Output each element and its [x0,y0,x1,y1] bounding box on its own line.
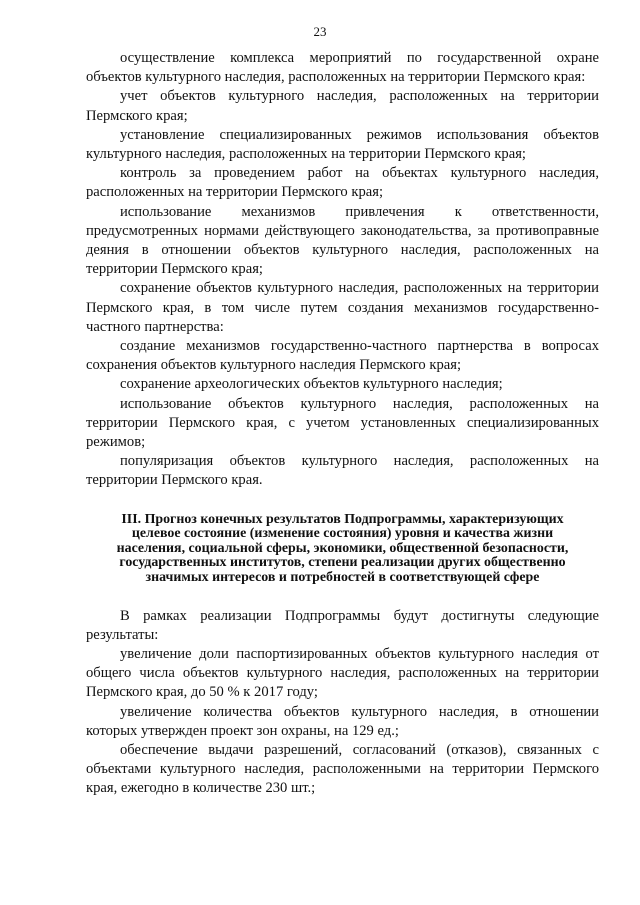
paragraph: контроль за проведением работ на объектах культурного наследия, расположенных на территории Пермского края; [86,165,599,201]
paragraph: увеличение количества объектов культурного наследия, в отношении которых утвержден проект зон охраны, на 129 ед.; [86,703,599,739]
section-heading-line: государственных институтов, степени реализации других общественно [119,555,566,571]
paragraph: обеспечение выдачи разрешений, согласований (отказов), связанных с объектами культурного наследия, расположенными на территории Пермского края, ежегодно в количестве 230 шт.; [86,742,599,797]
section-heading-line: населения, социальной сферы, экономики, общественной безопасности, [116,540,569,556]
section-heading-line: значимых интересов и потребностей в соответствующей сфере [145,570,540,586]
paragraph: осуществление комплекса мероприятий по государственной охране объектов культурного наследия, расположенных на территории Пермского края: [86,50,599,86]
paragraph: увеличение доли паспортизированных объектов культурного наследия от общего числа объектов культурного наследия, расположенных на территории Пермского края, до 50 % к 2017 году; [86,646,599,701]
paragraph: учет объектов культурного наследия, расположенных на территории Пермского края; [86,88,599,124]
section-heading-line: III. Прогноз конечных результатов Подпрограммы, характеризующих [121,511,564,527]
paragraph: использование механизмов привлечения к ответственности, предусмотренных нормами действующего законодательства, за противоправные деяния в отношении объектов культурного наследия, расположенных на территории Пермского края; [86,203,599,278]
paragraph: установление специализированных режимов использования объектов культурного наследия, расположенных на территории Пермского края; [86,126,599,163]
section-heading-line: целевое состояние (изменение состояния) уровня и качества жизни [131,526,554,542]
paragraph: создание механизмов государственно-частного партнерства в вопросах сохранения объектов культурного наследия Пермского края; [86,338,599,374]
paragraph: использование объектов культурного наследия, расположенных на территории Пермского края, с учетом установленных специализированных режимов; [86,395,599,451]
paragraph: популяризация объектов культурного наследия, расположенных на территории Пермского края. [86,453,599,489]
page-number: 23 [313,24,327,39]
paragraph: В рамках реализации Подпрограммы будут достигнуты следующие результаты: [86,607,599,643]
paragraph: сохранение археологических объектов культурного наследия; [120,376,503,393]
document-body [86,49,599,799]
paragraph: сохранение объектов культурного наследия, расположенных на территории Пермского края, в том числе путем создания механизмов государственно-частного партнерства: [86,280,599,335]
section-heading [86,513,599,586]
